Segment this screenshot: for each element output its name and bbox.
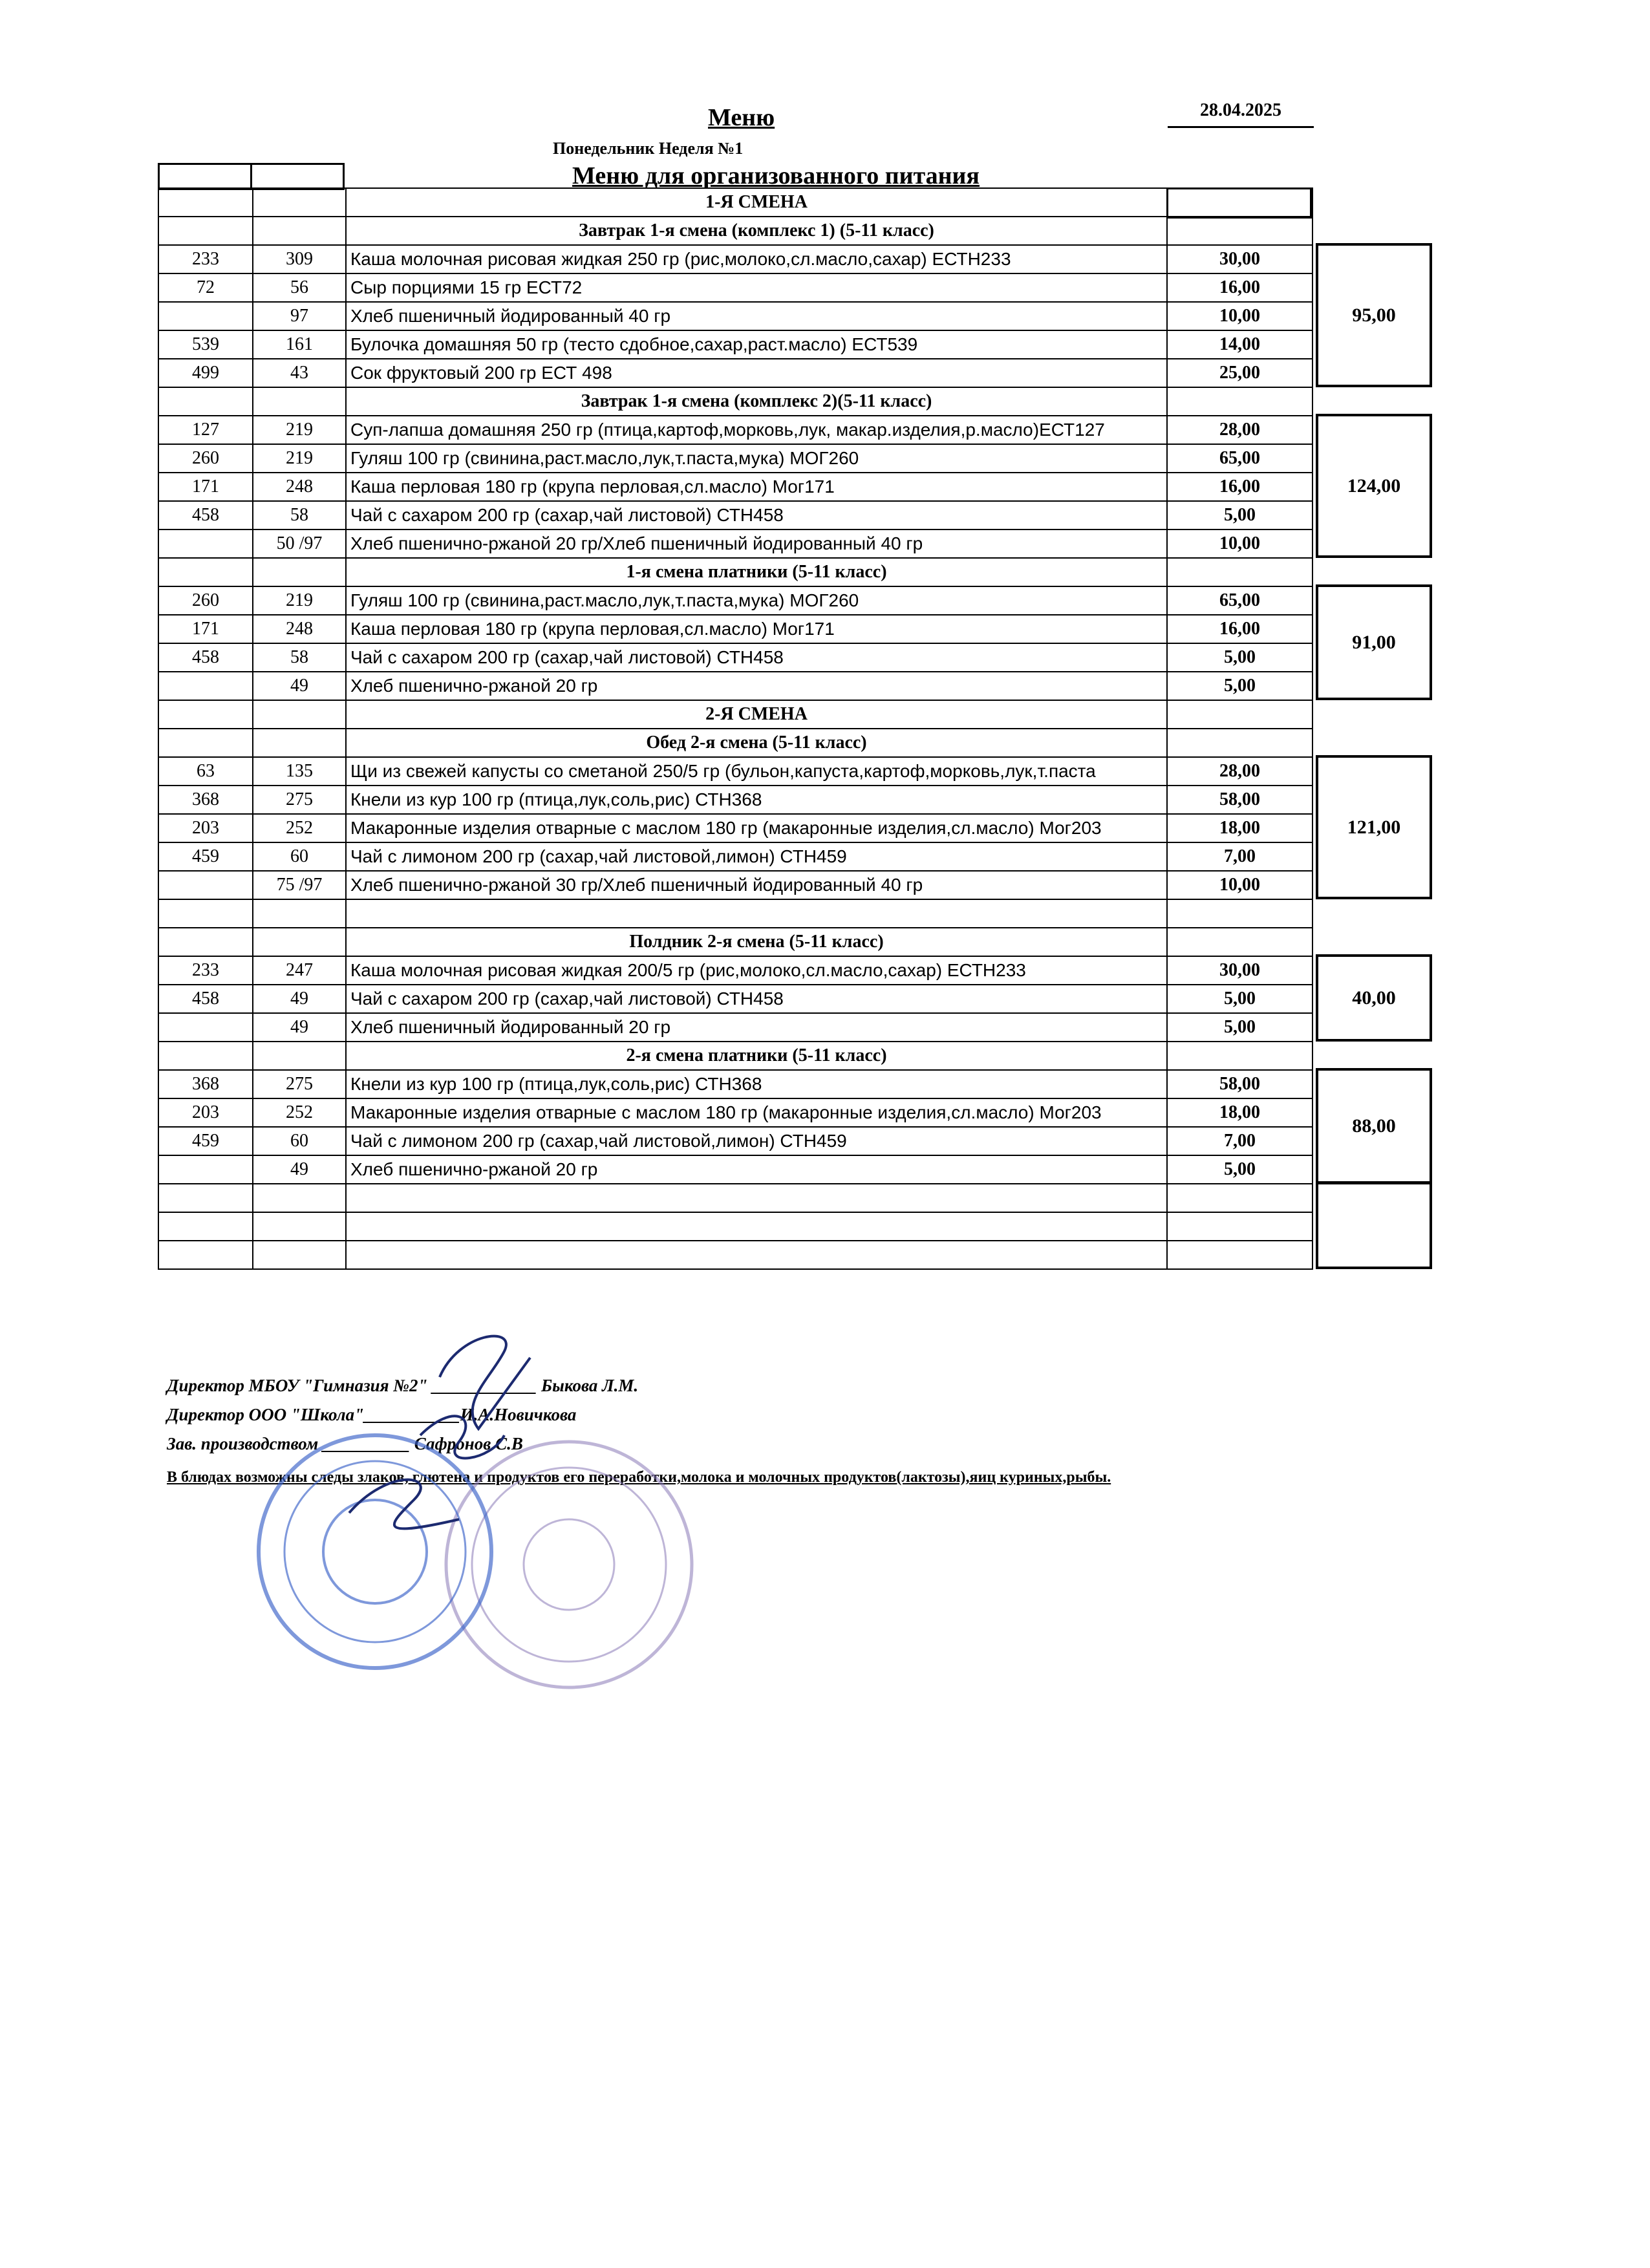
dish-name: Хлеб пшенично-ржаной 20 гр/Хлеб пшеничный йодированный 40 гр xyxy=(346,530,1167,558)
dish-price: 7,00 xyxy=(1167,842,1312,871)
blank-cell xyxy=(1167,928,1312,956)
recipe-number xyxy=(158,302,253,330)
table-row xyxy=(158,956,1312,985)
table-row xyxy=(158,1155,1312,1184)
dish-price: 65,00 xyxy=(1167,586,1312,615)
blank-row xyxy=(158,1184,1312,1212)
group-total: 95,00 xyxy=(1316,243,1432,387)
dish-price: 5,00 xyxy=(1167,1013,1312,1042)
dish-price: 30,00 xyxy=(1167,245,1312,273)
dish-name: Суп-лапша домашняя 250 гр (птица,картоф,морковь,лук, макар.изделия,р.масло)ЕСТ127 xyxy=(346,416,1167,444)
section-row xyxy=(158,928,1312,956)
blank-row xyxy=(158,1241,1312,1269)
table-row xyxy=(158,473,1312,501)
blank-row xyxy=(158,899,1312,928)
blank-cell xyxy=(1167,217,1312,245)
section-row xyxy=(158,387,1312,416)
dish-name: Макаронные изделия отварные с маслом 180 гр (макаронные изделия,сл.масло) Мог203 xyxy=(346,814,1167,842)
blank-cell xyxy=(253,928,346,956)
section-label: Обед 2-я смена (5-11 класс) xyxy=(346,729,1167,757)
tech-card-number: 252 xyxy=(253,814,346,842)
blank-cell xyxy=(1167,558,1312,586)
group-total: 124,00 xyxy=(1316,414,1432,558)
table-row xyxy=(158,1127,1312,1155)
dish-price: 58,00 xyxy=(1167,786,1312,814)
recipe-number xyxy=(158,530,253,558)
group-total: 121,00 xyxy=(1316,755,1432,899)
tech-card-number: 58 xyxy=(253,643,346,672)
allergy-note: В блюдах возможны следы злаков, глютена и продуктов его переработки,молока и молочных продуктов(лактозы),яиц куриных,рыбы. xyxy=(167,1469,1111,1486)
blank-cell xyxy=(158,729,253,757)
dish-price: 5,00 xyxy=(1167,501,1312,530)
recipe-number xyxy=(158,1013,253,1042)
stamp-image xyxy=(246,1306,776,1707)
dish-price: 16,00 xyxy=(1167,473,1312,501)
day-week: Понедельник Неделя №1 xyxy=(553,139,744,158)
dish-name: Чай с сахаром 200 гр (сахар,чай листовой) СТН458 xyxy=(346,501,1167,530)
blank-cell xyxy=(158,387,253,416)
tech-card-number: 161 xyxy=(253,330,346,359)
dish-name: Булочка домашняя 50 гр (тесто сдобное,сахар,раст.масло) ЕСТ539 xyxy=(346,330,1167,359)
blank-cell xyxy=(158,1212,253,1241)
group-total: 88,00 xyxy=(1316,1068,1432,1184)
table-row xyxy=(158,672,1312,700)
blank-cell xyxy=(1167,1184,1312,1212)
blank-cell xyxy=(253,1212,346,1241)
dish-price: 10,00 xyxy=(1167,530,1312,558)
dish-name: Гуляш 100 гр (свинина,раст.масло,лук,т.паста,мука) МОГ260 xyxy=(346,586,1167,615)
recipe-number xyxy=(158,871,253,899)
table-row xyxy=(158,530,1312,558)
recipe-number: 459 xyxy=(158,842,253,871)
dish-name: Гуляш 100 гр (свинина,раст.масло,лук,т.паста,мука) МОГ260 xyxy=(346,444,1167,473)
recipe-number: 368 xyxy=(158,1070,253,1098)
dish-price: 30,00 xyxy=(1167,956,1312,985)
tech-card-number: 252 xyxy=(253,1098,346,1127)
tech-card-number: 60 xyxy=(253,842,346,871)
blank-cell xyxy=(253,558,346,586)
dish-name: Каша перловая 180 гр (крупа перловая,сл.масло) Мог171 xyxy=(346,473,1167,501)
tech-card-number: 49 xyxy=(253,672,346,700)
table-row xyxy=(158,501,1312,530)
table-row xyxy=(158,842,1312,871)
recipe-number: 458 xyxy=(158,985,253,1013)
blank-cell xyxy=(253,217,346,245)
header-cell xyxy=(250,163,345,190)
blank-cell xyxy=(346,1184,1167,1212)
tech-card-number: 275 xyxy=(253,786,346,814)
blank-cell xyxy=(158,1184,253,1212)
blank-cell xyxy=(253,387,346,416)
table-row xyxy=(158,273,1312,302)
blank-cell xyxy=(158,188,253,217)
section-label: 1-Я СМЕНА xyxy=(346,188,1167,217)
tech-card-number: 248 xyxy=(253,473,346,501)
blank-cell xyxy=(1167,700,1312,729)
dish-name: Чай с лимоном 200 гр (сахар,чай листовой,лимон) СТН459 xyxy=(346,842,1167,871)
recipe-number: 233 xyxy=(158,245,253,273)
group-total: 40,00 xyxy=(1316,954,1432,1042)
tech-card-number: 75 /97 xyxy=(253,871,346,899)
table-row xyxy=(158,302,1312,330)
recipe-number: 260 xyxy=(158,586,253,615)
menu-subtitle: Меню для организованного питания xyxy=(572,162,980,189)
dish-name: Щи из свежей капусты со сметаной 250/5 гр (бульон,капуста,картоф,морковь,лук,т.паста xyxy=(346,757,1167,786)
table-row xyxy=(158,1070,1312,1098)
blank-cell xyxy=(158,217,253,245)
group-total: 91,00 xyxy=(1316,584,1432,700)
blank-cell xyxy=(158,700,253,729)
table-row xyxy=(158,985,1312,1013)
blank-cell xyxy=(1167,387,1312,416)
dish-price: 25,00 xyxy=(1167,359,1312,387)
section-label: Полдник 2-я смена (5-11 класс) xyxy=(346,928,1167,956)
tech-card-number: 50 /97 xyxy=(253,530,346,558)
blank-cell xyxy=(253,1241,346,1269)
tech-card-number: 248 xyxy=(253,615,346,643)
tech-card-number: 135 xyxy=(253,757,346,786)
dish-price: 65,00 xyxy=(1167,444,1312,473)
signature-director-school: Директор МБОУ "Гимназия №2" ____________ Быкова Л.М. xyxy=(167,1376,639,1395)
recipe-number: 260 xyxy=(158,444,253,473)
section-label: 1-я смена платники (5-11 класс) xyxy=(346,558,1167,586)
blank-cell xyxy=(253,729,346,757)
section-row xyxy=(158,188,1312,217)
table-row xyxy=(158,871,1312,899)
recipe-number: 458 xyxy=(158,643,253,672)
recipe-number: 171 xyxy=(158,473,253,501)
menu-date: 28.04.2025 xyxy=(1168,100,1314,128)
dish-price: 10,00 xyxy=(1167,302,1312,330)
table-row xyxy=(158,615,1312,643)
blank-cell xyxy=(253,700,346,729)
signature-production-head: Зав. производством __________ Сафронов С.В xyxy=(167,1434,523,1453)
tech-card-number: 49 xyxy=(253,1013,346,1042)
tech-card-number: 56 xyxy=(253,273,346,302)
blank-cell xyxy=(158,899,253,928)
blank-cell xyxy=(158,1241,253,1269)
tech-card-number: 60 xyxy=(253,1127,346,1155)
tech-card-number: 43 xyxy=(253,359,346,387)
dish-price: 5,00 xyxy=(1167,672,1312,700)
tech-card-number: 275 xyxy=(253,1070,346,1098)
recipe-number xyxy=(158,1155,253,1184)
dish-name: Хлеб пшеничный йодированный 40 гр xyxy=(346,302,1167,330)
section-row xyxy=(158,558,1312,586)
table-row xyxy=(158,643,1312,672)
recipe-number: 203 xyxy=(158,1098,253,1127)
blank-cell xyxy=(1167,899,1312,928)
section-row xyxy=(158,729,1312,757)
recipe-number: 458 xyxy=(158,501,253,530)
table-row xyxy=(158,330,1312,359)
tech-card-number: 219 xyxy=(253,444,346,473)
dish-price: 16,00 xyxy=(1167,273,1312,302)
blank-cell xyxy=(158,558,253,586)
blank-cell xyxy=(346,1241,1167,1269)
dish-name: Сок фруктовый 200 гр ЕСТ 498 xyxy=(346,359,1167,387)
dish-name: Чай с лимоном 200 гр (сахар,чай листовой,лимон) СТН459 xyxy=(346,1127,1167,1155)
dish-name: Хлеб пшенично-ржаной 20 гр xyxy=(346,1155,1167,1184)
recipe-number: 127 xyxy=(158,416,253,444)
recipe-number: 63 xyxy=(158,757,253,786)
table-row xyxy=(158,416,1312,444)
recipe-number: 499 xyxy=(158,359,253,387)
group-total xyxy=(1316,1182,1432,1269)
dish-price: 28,00 xyxy=(1167,757,1312,786)
section-row xyxy=(158,217,1312,245)
dish-price: 16,00 xyxy=(1167,615,1312,643)
table-row xyxy=(158,786,1312,814)
table-row xyxy=(158,814,1312,842)
section-row xyxy=(158,700,1312,729)
tech-card-number: 219 xyxy=(253,586,346,615)
table-row xyxy=(158,1013,1312,1042)
tech-card-number: 309 xyxy=(253,245,346,273)
blank-cell xyxy=(1167,188,1312,217)
dish-price: 5,00 xyxy=(1167,1155,1312,1184)
dish-name: Каша перловая 180 гр (крупа перловая,сл.масло) Мог171 xyxy=(346,615,1167,643)
tech-card-number: 49 xyxy=(253,1155,346,1184)
dish-price: 28,00 xyxy=(1167,416,1312,444)
menu-table xyxy=(158,187,1313,1270)
dish-price: 18,00 xyxy=(1167,1098,1312,1127)
dish-name: Сыр порциями 15 гр ЕСТ72 xyxy=(346,273,1167,302)
recipe-number: 368 xyxy=(158,786,253,814)
page-title: Меню xyxy=(708,104,775,131)
dish-price: 5,00 xyxy=(1167,985,1312,1013)
table-row xyxy=(158,757,1312,786)
tech-card-number: 247 xyxy=(253,956,346,985)
recipe-number: 203 xyxy=(158,814,253,842)
dish-name: Каша молочная рисовая жидкая 200/5 гр (рис,молоко,сл.масло,сахар) ЕСТН233 xyxy=(346,956,1167,985)
tech-card-number: 58 xyxy=(253,501,346,530)
blank-cell xyxy=(346,1212,1167,1241)
recipe-number: 72 xyxy=(158,273,253,302)
dish-price: 18,00 xyxy=(1167,814,1312,842)
blank-cell xyxy=(1167,1042,1312,1070)
dish-price: 10,00 xyxy=(1167,871,1312,899)
table-row xyxy=(158,444,1312,473)
blank-cell xyxy=(1167,729,1312,757)
dish-name: Хлеб пшеничный йодированный 20 гр xyxy=(346,1013,1167,1042)
recipe-number: 171 xyxy=(158,615,253,643)
dish-name: Каша молочная рисовая жидкая 250 гр (рис,молоко,сл.масло,сахар) ЕСТН233 xyxy=(346,245,1167,273)
dish-price: 5,00 xyxy=(1167,643,1312,672)
recipe-number: 459 xyxy=(158,1127,253,1155)
blank-cell xyxy=(346,899,1167,928)
dish-name: Хлеб пшенично-ржаной 20 гр xyxy=(346,672,1167,700)
tech-card-number: 49 xyxy=(253,985,346,1013)
tech-card-number: 97 xyxy=(253,302,346,330)
blank-cell xyxy=(253,188,346,217)
recipe-number: 539 xyxy=(158,330,253,359)
table-row xyxy=(158,359,1312,387)
table-row xyxy=(158,586,1312,615)
dish-price: 14,00 xyxy=(1167,330,1312,359)
dish-name: Чай с сахаром 200 гр (сахар,чай листовой) СТН458 xyxy=(346,985,1167,1013)
section-label: 2-Я СМЕНА xyxy=(346,700,1167,729)
blank-cell xyxy=(253,899,346,928)
dish-name: Чай с сахаром 200 гр (сахар,чай листовой) СТН458 xyxy=(346,643,1167,672)
recipe-number: 233 xyxy=(158,956,253,985)
blank-cell xyxy=(253,1184,346,1212)
blank-cell xyxy=(158,1042,253,1070)
blank-row xyxy=(158,1212,1312,1241)
recipe-number xyxy=(158,672,253,700)
blank-cell xyxy=(253,1042,346,1070)
section-label: 2-я смена платники (5-11 класс) xyxy=(346,1042,1167,1070)
section-label: Завтрак 1-я смена (комплекс 2)(5-11 класс) xyxy=(346,387,1167,416)
blank-cell xyxy=(158,928,253,956)
tech-card-number: 219 xyxy=(253,416,346,444)
dish-name: Кнели из кур 100 гр (птица,лук,соль,рис) СТН368 xyxy=(346,1070,1167,1098)
dish-price: 58,00 xyxy=(1167,1070,1312,1098)
signature-director-company: Директор ООО "Школа"___________И.А.Новичкова xyxy=(167,1405,577,1424)
header-cell xyxy=(158,163,252,190)
dish-name: Макаронные изделия отварные с маслом 180 гр (макаронные изделия,сл.масло) Мог203 xyxy=(346,1098,1167,1127)
dish-name: Кнели из кур 100 гр (птица,лук,соль,рис) СТН368 xyxy=(346,786,1167,814)
table-row xyxy=(158,245,1312,273)
dish-price: 7,00 xyxy=(1167,1127,1312,1155)
blank-cell xyxy=(1167,1212,1312,1241)
table-row xyxy=(158,1098,1312,1127)
section-label: Завтрак 1-я смена (комплекс 1) (5-11 класс) xyxy=(346,217,1167,245)
section-row xyxy=(158,1042,1312,1070)
dish-name: Хлеб пшенично-ржаной 30 гр/Хлеб пшеничный йодированный 40 гр xyxy=(346,871,1167,899)
blank-cell xyxy=(1167,1241,1312,1269)
